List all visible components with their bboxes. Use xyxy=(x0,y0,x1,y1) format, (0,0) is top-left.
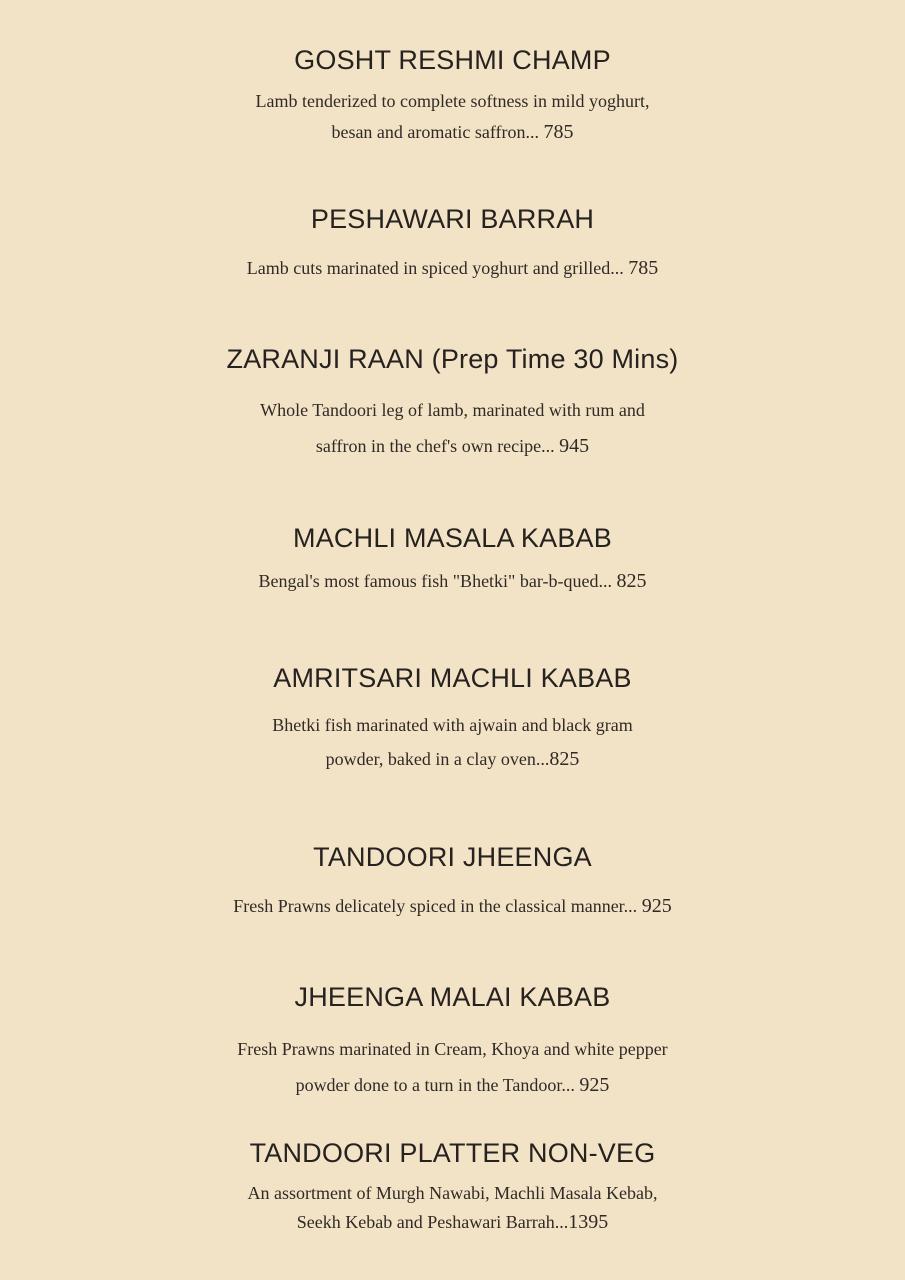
description-line: saffron in the chef's own recipe... 945 xyxy=(315,435,590,457)
description-line: Fresh Prawns marinated in Cream, Khoya and white pepper xyxy=(237,1039,668,1059)
description-line: Bengal's most famous fish "Bhetki" bar-b-qued... 825 xyxy=(258,570,647,592)
dish-name: JHEENGA MALAI KABAB xyxy=(294,982,611,1012)
menu-item-tandoori-jheenga xyxy=(0,841,905,922)
dish-description xyxy=(0,86,905,148)
dish-name: AMRITSARI MACHLI KABAB xyxy=(273,663,632,693)
dish-description xyxy=(0,392,905,464)
dish-description xyxy=(0,566,905,597)
dish-price: 1395 xyxy=(568,1211,609,1233)
dish-price: 945 xyxy=(559,435,590,457)
dish-description xyxy=(0,253,905,284)
dish-description xyxy=(0,891,905,922)
dish-price: 825 xyxy=(549,748,580,770)
dish-price: 925 xyxy=(579,1074,610,1096)
description-line: Lamb cuts marinated in spiced yoghurt and grilled... 785 xyxy=(246,257,659,279)
description-line: An assortment of Murgh Nawabi, Machli Masala Kebab, xyxy=(247,1183,658,1203)
dish-name: TANDOORI JHEENGA xyxy=(313,842,592,872)
description-line: Lamb tenderized to complete softness in mild yoghurt, xyxy=(255,91,650,111)
menu-item-gosht-reshmi-champ xyxy=(0,44,905,148)
dish-description xyxy=(0,1179,905,1237)
dish-price: 925 xyxy=(641,895,672,917)
description-line: Fresh Prawns delicately spiced in the classical manner... 925 xyxy=(233,895,672,917)
dish-name: MACHLI MASALA KABAB xyxy=(293,523,612,553)
description-line: powder, baked in a clay oven...825 xyxy=(325,748,580,770)
description-line: Whole Tandoori leg of lamb, marinated with rum and xyxy=(260,400,645,420)
description-line: besan and aromatic saffron... 785 xyxy=(331,121,574,143)
dish-description xyxy=(0,1031,905,1103)
dish-price: 785 xyxy=(543,121,574,143)
description-line: Seekh Kebab and Peshawari Barrah...1395 xyxy=(296,1211,609,1233)
dish-name: ZARANJI RAAN (Prep Time 30 Mins) xyxy=(226,344,679,374)
dish-name: PESHAWARI BARRAH xyxy=(310,204,595,234)
menu-item-peshawari-barrah xyxy=(0,203,905,284)
description-line: Bhetki fish marinated with ajwain and black gram xyxy=(272,715,633,735)
menu-item-tandoori-platter-non-veg xyxy=(0,1137,905,1237)
menu-item-amritsari-machli-kabab xyxy=(0,662,905,776)
dish-price: 825 xyxy=(616,570,647,592)
dish-name: TANDOORI PLATTER NON-VEG xyxy=(249,1138,656,1168)
menu-item-jheenga-malai-kabab xyxy=(0,981,905,1103)
dish-description xyxy=(0,708,905,776)
menu-item-machli-masala-kabab xyxy=(0,522,905,597)
dish-price: 785 xyxy=(628,257,659,279)
dish-name: GOSHT RESHMI CHAMP xyxy=(294,45,611,75)
menu-item-zaranji-raan xyxy=(0,343,905,464)
description-line: powder done to a turn in the Tandoor... 925 xyxy=(295,1074,610,1096)
